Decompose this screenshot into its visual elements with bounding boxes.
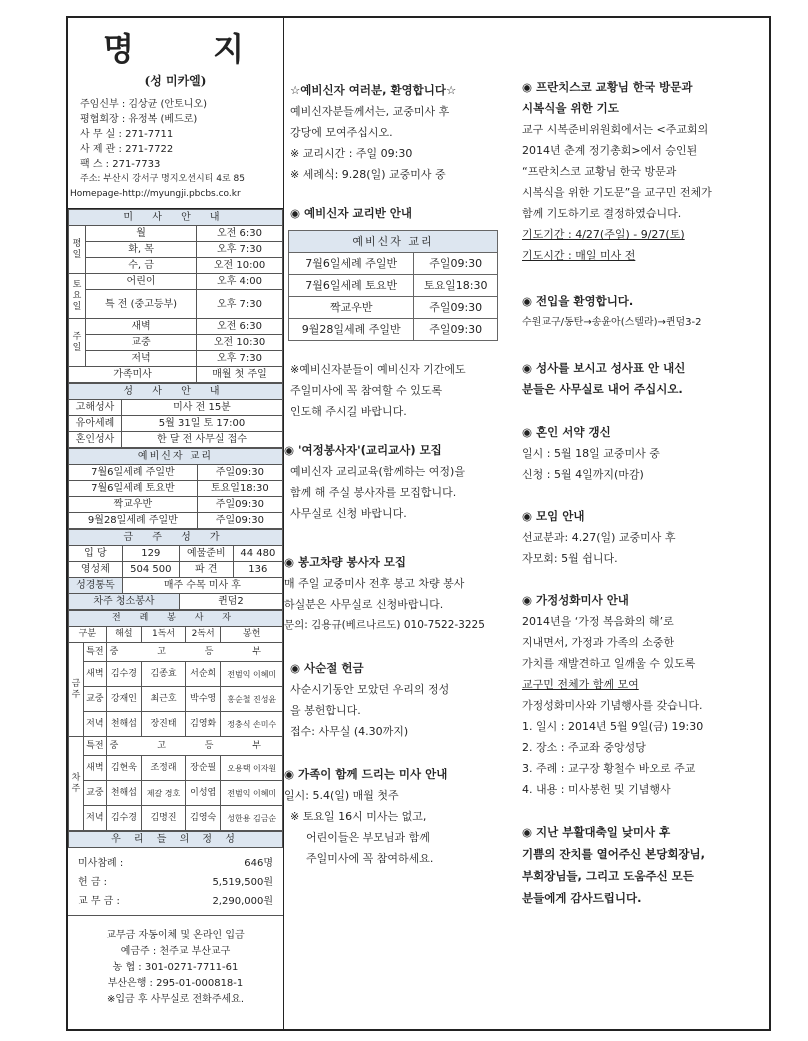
reader-2: 김영숙 [185,806,220,831]
car-text: 하실분은 사무실로 신청바랍니다. [284,598,444,611]
class-time: 주일09:30 [414,253,498,275]
car-text: 매 주일 교중미사 전후 봉고 차량 봉사 [284,577,465,590]
welcome-text: 강당에 모여주십시오. [290,126,393,139]
lent-title: ◉ 사순절 헌금 [290,661,364,675]
prayer-period: 기도기간 : 4/27(주일) - 9/27(토) [522,228,685,241]
altar-server-title: 전 례 봉 사 자 [69,611,283,627]
class-name: 9월28일세례 주일반 [289,319,414,341]
hymn-number: 44 480 [233,546,282,562]
volunteer-title: ◉ '여정봉사자'(교리교사) 모집 [284,443,442,457]
thanks-section [522,800,762,909]
homepage-link[interactable]: Homepage-http://myungji.pbcbs.co.kr [70,189,241,199]
class-name: 7월6일세례 주일반 [69,465,198,481]
volunteer-section [284,422,518,524]
offering-label: 교 무 금 : [78,896,120,907]
hymn-label: 영성체 [69,562,123,578]
commentator: 김수경 [106,806,141,831]
reader-1: 조정래 [142,756,186,781]
mass-time: 오후 7:30 [197,351,283,367]
home-text: 지내면서, 가정과 가족의 소중한 [522,636,675,649]
bulletin-page [66,16,771,1031]
catechumen-table [288,230,498,341]
mass-slot: 새벽 [84,662,107,687]
home-text: 2. 장소 : 주교좌 중앙성당 [522,741,646,754]
mass-time: 오전 10:30 [197,335,283,351]
meeting-title: ◉ 모임 안내 [522,509,585,523]
vow-text: 일시 : 5월 18일 교중미사 중 [522,447,660,460]
meeting-section [522,485,762,569]
mass-slot: 새벽 [84,756,107,781]
parish-subtitle: (성 미카엘) [144,74,207,88]
class-time: 토요일18:30 [414,275,498,297]
commentator: 강재인 [106,687,141,712]
lent-section [284,636,518,742]
offering-value: 5,519,500원 [212,877,273,888]
hymn-label: 입 당 [69,546,123,562]
mass-slot: 저녁 [84,806,107,831]
reader-1: 제갈 경호 [142,781,186,806]
reader-2: 서순희 [185,662,220,687]
note-line: 주일미사에 꼭 참여할 수 있도록 [290,384,443,397]
thanks-text: ◉ 지난 부활대축일 낮미사 후 [522,825,671,839]
reader-2: 장순필 [185,756,220,781]
right-column [522,18,762,1029]
this-week-label: 금주 [69,643,84,737]
offertory: 전범익 이혜미 [221,662,283,687]
hymn-label: 예물준비 [179,546,233,562]
mass-day: 특 전 (중고등부) [86,290,197,319]
offering-value: 646명 [244,858,273,869]
reader-1: 김종효 [142,662,186,687]
left-column [68,18,284,1029]
bank-line: 부산은행 : 295-01-000818-1 [107,978,244,989]
family-mass-title: ◉ 가족이 함께 드리는 미사 안내 [284,767,448,781]
car-volunteer-section [284,524,518,636]
class-time: 주일09:30 [414,319,498,341]
family-text: 일시: 5.4(일) 매월 첫주 [284,789,399,802]
mass-time: 오후 7:30 [197,290,283,319]
mass-schedule-title: 미 사 안 내 [69,210,283,226]
move-text: 수원교구/동탄→송윤아(스텔라)→퀸덤3-2 [522,317,702,328]
pope-prayer-section [522,18,762,266]
meeting-text: 선교분과: 4.27(일) 교중미사 후 [522,531,676,544]
note-line: ※예비신자분들이 예비신자 기간에도 [290,363,466,376]
bible-reading-time: 매주 수목 미사 후 [122,578,282,594]
home-mass-section [522,569,762,800]
note-line: 인도해 주시길 바랍니다. [290,405,407,418]
council-line: 평협회장 : 유정복 (베드로) [80,114,198,125]
sunday-label: 주일 [69,319,86,367]
mass-day: 수, 금 [86,258,197,274]
mass-slot: 교중 [84,781,107,806]
sacrament-info: 5월 31일 토 17:00 [122,416,283,432]
offertory: 정충식 손미수 [221,712,283,737]
bank-line: 교무금 자동이체 및 온라인 입금 [106,930,245,941]
mass-time: 오전 10:00 [197,258,283,274]
sacrament-name: 유아세례 [69,416,122,432]
class-title: ◉ 예비신자 교리반 안내 [290,206,413,220]
class-name: 7월6일세례 토요반 [289,275,414,297]
catechumen-small-table [68,448,283,529]
class-time: 주일09:30 [197,497,282,513]
reader-2: 이성엽 [185,781,220,806]
offering-label: 헌 금 : [78,877,108,888]
vow-title: ◉ 혼인 서약 갱신 [522,425,611,439]
sacrament-title: 성 사 안 내 [69,384,283,400]
bank-line: 예금주 : 천주교 부산교구 [120,946,231,957]
next-week-label: 차주 [69,737,84,831]
vow-text: 신청 : 5월 4일까지(마감) [522,468,644,481]
parish-title: 명 지 [103,30,278,68]
hymn-table [68,529,283,610]
home-text: 가치를 재발견하고 일깨울 수 있도록 [522,657,696,670]
welcome-text: ※ 세례식: 9.28(일) 교중미사 중 [290,168,446,181]
office-phone: 사 무 실 : 271-7711 [80,129,174,140]
mass-day: 어린이 [86,274,197,290]
mass-day: 교중 [86,335,197,351]
address-line: 주소: 부산시 강서구 명지오션시티 4로 85 [80,174,245,184]
pope-text: “프란치스코 교황님 한국 방문과 [522,165,677,178]
commentator: 김수경 [106,662,141,687]
bank-line: 농 협 : 301-0271-7711-61 [112,962,239,973]
receipt-title: ◉ 성사를 보시고 성사표 안 내신 [522,361,686,375]
pastor-line: 주임신부 : 김상균 (안토니오) [80,99,207,110]
reader-2: 박수영 [185,687,220,712]
class-time: 주일09:30 [414,297,498,319]
home-text: 4. 내용 : 미사봉헌 및 기념행사 [522,783,671,796]
family-mass-section [284,742,518,869]
hymn-number: 504 500 [122,562,179,578]
lent-text: 을 봉헌합니다. [290,704,361,717]
commentator: 천해섭 [106,712,141,737]
mass-slot: 특전 [84,737,107,756]
home-mass-title: ◉ 가정성화미사 안내 [522,593,629,607]
pope-title: ◉ 프란치스코 교황님 한국 방문과 [522,80,693,94]
col-head: 구분 [69,627,107,643]
class-name: 짝교우반 [69,497,198,513]
sacrament-name: 혼인성사 [69,432,122,448]
class-name: 9월28일세례 주일반 [69,513,198,529]
reader-2: 김영화 [185,712,220,737]
pope-text: 2014년 춘계 정기총회>에서 승인된 [522,144,698,157]
offertory: 오용택 이자원 [221,756,283,781]
home-text: 1. 일시 : 2014년 5월 9일(금) 19:30 [522,720,704,733]
parish-contact-info [68,97,283,187]
move-title: ◉ 전입을 환영합니다. [522,294,634,308]
offertory: 성한용 김금순 [221,806,283,831]
fax-line: 팩 스 : 271-7733 [80,159,161,170]
family-mass-time: 매월 첫 주일 [197,367,283,383]
mass-day: 저녁 [86,351,197,367]
offertory: 전범익 이혜미 [221,781,283,806]
pope-title: 시복식을 위한 기도 [522,101,619,115]
class-time: 토요일18:30 [197,481,282,497]
welcome-title: ☆예비신자 여러분, 환영합니다☆ [290,83,457,97]
sacrament-info: 한 달 전 사무실 접수 [122,432,283,448]
car-volunteer-title: ◉ 봉고차량 봉사자 모집 [284,555,407,569]
mass-slot: 저녁 [84,712,107,737]
family-text: ※ 토요일 16시 미사는 없고, [290,810,427,823]
reader-1: 김명진 [142,806,186,831]
vow-renewal-section [522,400,762,485]
bible-reading-label: 성경통독 [69,578,123,594]
weekday-label: 평일 [69,226,86,274]
altar-server-table [68,610,283,831]
thanks-text: 부회장님들, 그리고 도움주신 모든 [522,869,694,883]
pope-text: 함께 기도하기로 결정하였습니다. [522,207,682,220]
home-text: 3. 주례 : 교구장 황철수 바오로 주교 [522,762,696,775]
reader-1: 장진태 [142,712,186,737]
pope-text: 교구 시복준비위원회에서는 <주교회의 [522,123,709,136]
commentator: 김현욱 [106,756,141,781]
sacrament-info: 미사 전 15분 [122,400,283,416]
class-name: 7월6일세례 토요반 [69,481,198,497]
class-notes [284,341,518,422]
catechumen-table-title: 예비신자 교리 [289,231,498,253]
volunteer-text: 사무실로 신청 바랍니다. [290,507,407,520]
bank-info [68,916,283,1008]
server-group: 중 고 등 부 [106,643,282,662]
bulletin-header [68,18,283,209]
mass-time: 오전 6:30 [197,319,283,335]
catechumen-small-title: 예비신자 교리 [69,449,283,465]
offering-label: 미사참례 : [78,858,124,869]
welcome-text: 예비신자분들께서는, 교중미사 후 [290,105,450,118]
volunteer-text: 예비신자 교리교육(함께하는 여정)을 [290,465,465,478]
car-text: 문의: 김용규(베르나르도) 010-7522-3225 [284,619,485,631]
class-time: 주일09:30 [197,465,282,481]
family-text: 어린이들은 부모님과 함께 [306,831,430,844]
col-head: 해설 [106,627,141,643]
rectory-phone: 사 제 관 : 271-7722 [80,144,174,155]
home-text-underlined: 교구민 전체가 함께 모여 [522,678,639,691]
mass-day: 새벽 [86,319,197,335]
offering-value: 2,290,000원 [212,896,273,907]
mass-slot: 교중 [84,687,107,712]
hymn-number: 129 [122,546,179,562]
reader-1: 최근호 [142,687,186,712]
mass-day: 화, 목 [86,242,197,258]
cleaning-label: 차주 청소봉사 [69,594,180,610]
receipt-title: 분들은 사무실로 내어 주십시오. [522,382,683,396]
mass-slot: 특전 [84,643,107,662]
commentator: 천해섭 [106,781,141,806]
hymn-label: 파 견 [179,562,233,578]
server-group: 중 고 등 부 [106,737,282,756]
sacrament-name: 고해성사 [69,400,122,416]
thanks-text: 분들에게 감사드립니다. [522,891,642,905]
middle-column [284,18,518,1029]
prayer-time: 기도시간 : 매일 미사 전 [522,249,636,262]
family-mass-label: 가족미사 [69,367,197,383]
family-text: 주일미사에 꼭 참여하세요. [306,852,434,865]
welcome-section [284,18,518,185]
offering-summary [68,848,283,916]
cleaning-group: 퀸덤2 [179,594,282,610]
col-head: 2독서 [185,627,220,643]
hymn-title: 금 주 성 가 [69,530,283,546]
volunteer-text: 함께 해 주실 봉사자를 모집합니다. [290,486,457,499]
mass-time: 오후 7:30 [197,242,283,258]
meeting-text: 자모회: 5월 쉽니다. [522,552,618,565]
class-name: 짝교우반 [289,297,414,319]
offertory: 홍순철 진성윤 [221,687,283,712]
offering-title: 우 리 들 의 정 성 [69,832,283,848]
pope-text: 시복식을 위한 기도문”을 교구민 전체가 [522,186,712,199]
sacrament-receipt-section [522,333,762,400]
thanks-text: 기쁨의 잔치를 열어주신 본당회장님, [522,847,706,861]
sacrament-table [68,383,283,448]
bank-line: ※입금 후 사무실로 전화주세요. [106,994,244,1005]
offering-title-table [68,831,283,848]
mass-time: 오후 4:00 [197,274,283,290]
welcome-move-section [522,266,762,333]
saturday-label: 토요일 [69,274,86,319]
welcome-text: ※ 교리시간 : 주일 09:30 [290,147,413,160]
lent-text: 사순시기동안 모았던 우리의 정성 [290,683,450,696]
home-text: 가정성화미사와 기념행사를 갖습니다. [522,699,703,712]
mass-day: 월 [86,226,197,242]
class-time: 주일09:30 [197,513,282,529]
lent-text: 접수: 사무실 (4.30까지) [290,725,409,738]
class-section [284,185,518,224]
col-head: 봉헌 [221,627,283,643]
home-text: 2014년을 ‘가정 복음화의 해’로 [522,615,674,628]
col-head: 1독서 [142,627,186,643]
mass-time: 오전 6:30 [197,226,283,242]
class-name: 7월6일세례 주일반 [289,253,414,275]
hymn-number: 136 [233,562,282,578]
mass-schedule-table [68,209,283,383]
